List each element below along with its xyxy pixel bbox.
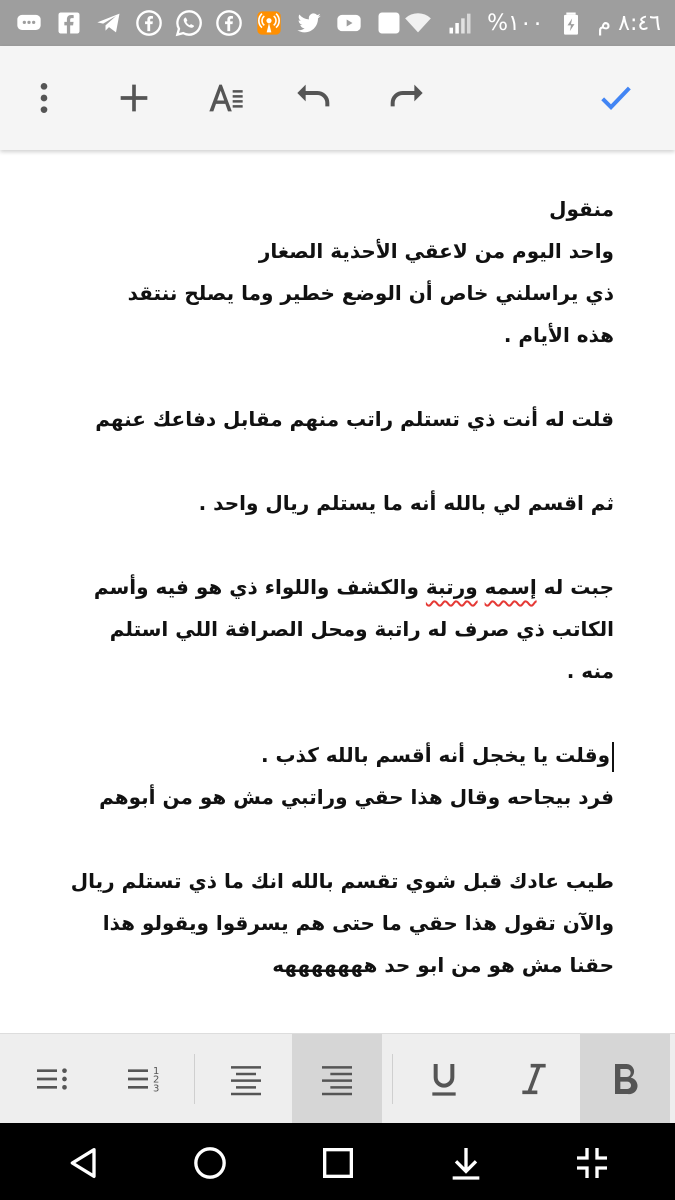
align-right-button[interactable] <box>292 1034 382 1124</box>
doc-line: حقنا مش هو من ابو حد هههههههه <box>272 953 614 977</box>
twitter-icon <box>294 8 324 38</box>
editor-toolbar <box>0 46 675 150</box>
text-cursor <box>612 742 614 772</box>
recents-icon <box>318 1143 358 1183</box>
doc-line: جبت له إسمه ورتبة والكشف واللواء ذي هو فيه وأسم <box>93 575 614 599</box>
status-bar <box>0 0 675 46</box>
add-icon <box>114 78 154 118</box>
misspelled-word[interactable]: إسمه <box>484 575 537 599</box>
doc-line: وقلت يا يخجل أنه أقسم بالله كذب . <box>40 734 614 776</box>
numbered-list-icon <box>123 1059 163 1099</box>
broadcast-icon <box>254 8 284 38</box>
check-icon <box>596 78 636 118</box>
document-body[interactable] <box>40 188 614 986</box>
whatsapp-icon <box>174 8 204 38</box>
doc-line: طيب عادك قبل شوي تقسم بالله انك ما ذي تستلم ريال <box>70 869 614 893</box>
doc-line: هذه الأيام . <box>503 323 614 347</box>
italic-icon <box>514 1059 554 1099</box>
fullscreen-exit-icon <box>572 1143 612 1183</box>
clock: ٨:٤٦ م <box>597 10 661 36</box>
nav-fullscreen-button[interactable] <box>570 1141 614 1185</box>
redo-icon <box>386 78 426 118</box>
nav-download-button[interactable] <box>444 1141 488 1185</box>
blank-app-icon <box>374 8 404 38</box>
italic-button[interactable] <box>490 1034 578 1124</box>
doc-line: والآن تقول هذا حقي ما حتى هم يسرقوا ويقولو هذا <box>102 911 614 935</box>
battery-charging-icon <box>556 8 586 38</box>
svg-text:3: 3 <box>153 1083 160 1095</box>
nav-home-button[interactable] <box>188 1141 232 1185</box>
numbered-list-button[interactable] <box>96 1034 190 1124</box>
doc-line <box>40 356 614 398</box>
bold-icon <box>605 1059 645 1099</box>
align-right-icon <box>317 1059 357 1099</box>
doc-line: منه . <box>566 659 614 683</box>
facebook-circle-icon <box>134 8 164 38</box>
insert-button[interactable] <box>108 72 160 124</box>
format-toolbar <box>0 1033 675 1124</box>
bulleted-list-button[interactable] <box>8 1034 96 1124</box>
svg-text:1: 1 <box>153 1066 160 1077</box>
nav-recents-button[interactable] <box>316 1141 360 1185</box>
doc-line <box>40 818 614 860</box>
doc-line: قلت له أنت ذي تستلم راتب منهم مقابل دفاعك عنهم <box>95 407 614 431</box>
bold-button[interactable] <box>580 1034 670 1124</box>
undo-button[interactable] <box>288 72 340 124</box>
align-center-icon <box>226 1059 266 1099</box>
svg-text:2: 2 <box>153 1074 160 1086</box>
system-nav-bar <box>0 1123 675 1200</box>
doc-line <box>40 692 614 734</box>
doc-line: فرد بيجاحه وقال هذا حقي وراتبي مش هو من أبوهم <box>99 785 614 809</box>
doc-line <box>40 440 614 482</box>
facebook-circle-icon <box>214 8 244 38</box>
battery-percent: %١٠٠ <box>487 10 544 36</box>
divider <box>392 1054 393 1104</box>
underline-button[interactable] <box>400 1034 488 1124</box>
text-format-button[interactable] <box>200 72 252 124</box>
divider <box>194 1054 195 1104</box>
more-options-button[interactable] <box>18 72 70 124</box>
done-button[interactable] <box>590 72 642 124</box>
more-vert-icon <box>24 78 64 118</box>
nav-back-button[interactable] <box>62 1141 106 1185</box>
redo-button[interactable] <box>380 72 432 124</box>
download-icon <box>446 1143 486 1183</box>
underline-icon <box>424 1059 464 1099</box>
status-indicators <box>403 0 661 46</box>
youtube-icon <box>334 8 364 38</box>
doc-line: ذي يراسلني خاص أن الوضع خطير وما يصلح ننتقد <box>127 281 614 305</box>
telegram-icon <box>94 8 124 38</box>
chat-icon <box>14 8 44 38</box>
signal-icon <box>445 8 475 38</box>
misspelled-word[interactable]: ورتبة <box>425 575 478 599</box>
bulleted-list-icon <box>32 1059 72 1099</box>
notification-icons <box>14 0 404 46</box>
doc-line: منقول <box>549 197 614 221</box>
facebook-icon <box>54 8 84 38</box>
undo-icon <box>294 78 334 118</box>
doc-line <box>40 524 614 566</box>
align-center-button[interactable] <box>200 1034 292 1124</box>
home-icon <box>190 1143 230 1183</box>
text-format-icon <box>206 78 246 118</box>
doc-line: ثم اقسم لي بالله أنه ما يستلم ريال واحد . <box>198 491 614 515</box>
doc-line: الكاتب ذي صرف له راتبة ومحل الصرافة اللي استلم <box>109 617 614 641</box>
back-icon <box>64 1143 104 1183</box>
doc-line: واحد اليوم من لاعقي الأحذية الصغار <box>258 239 614 263</box>
wifi-icon <box>403 8 433 38</box>
